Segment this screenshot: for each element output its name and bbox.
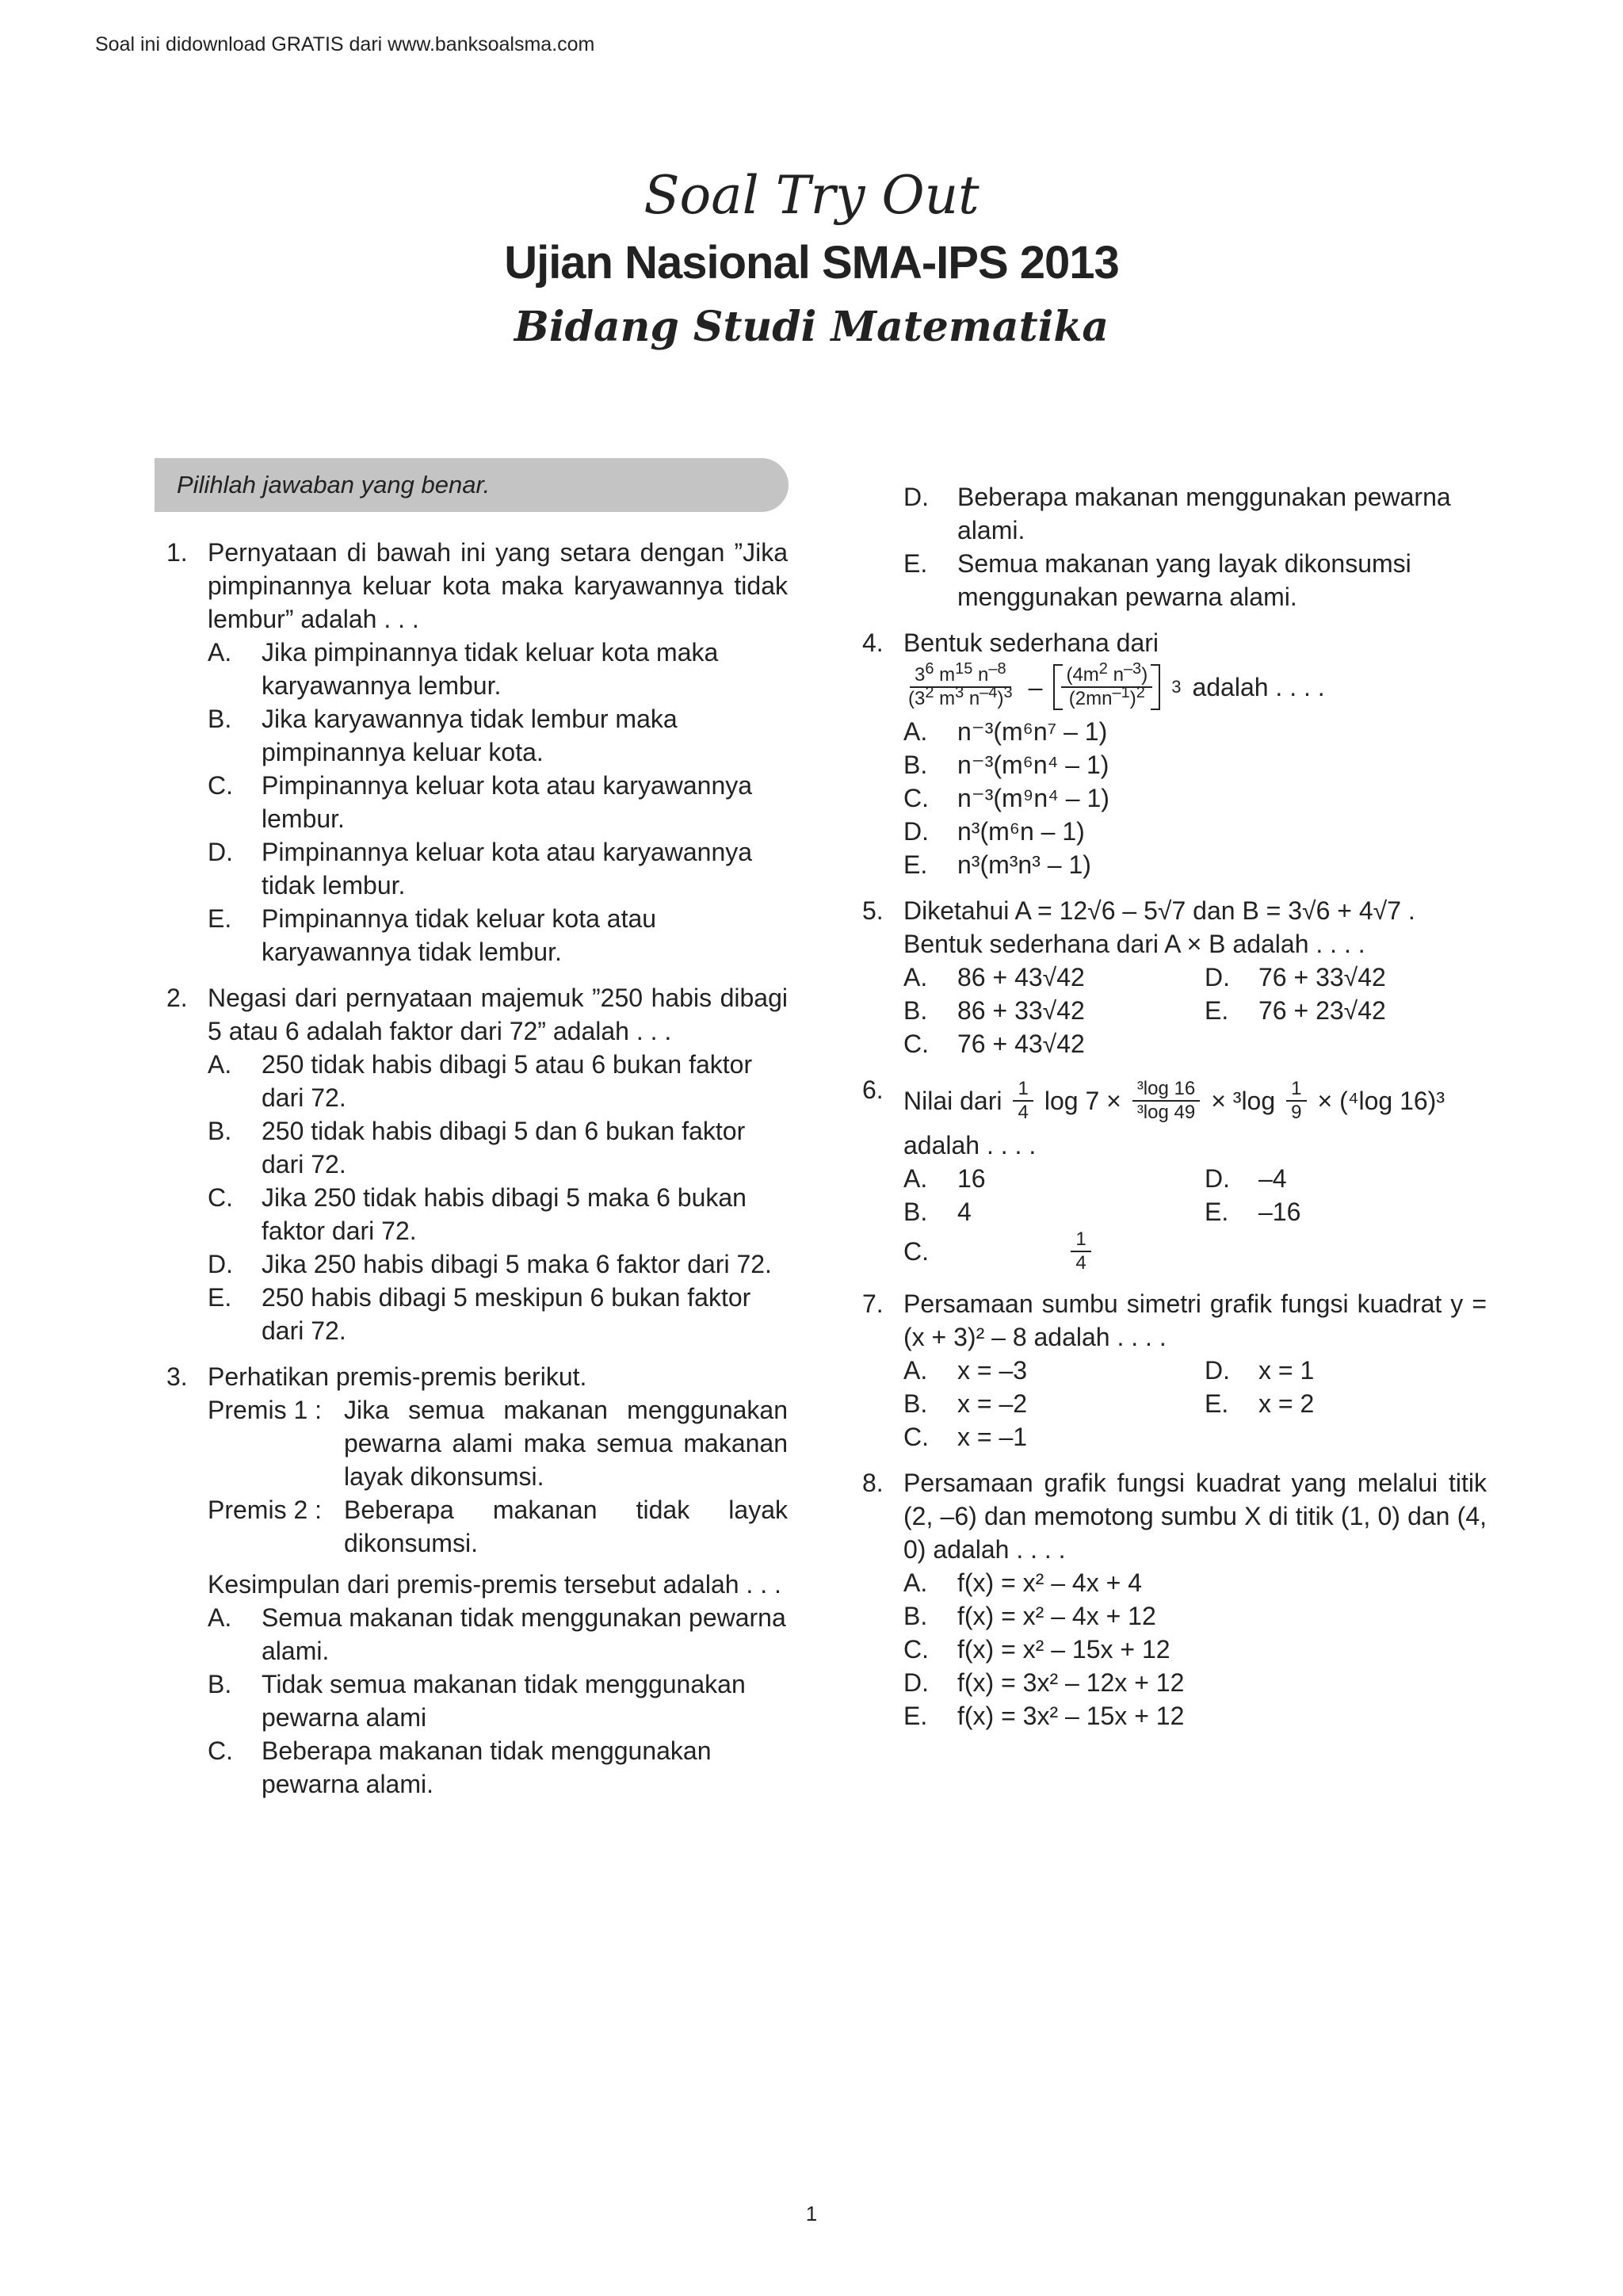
question-6 — [862, 1073, 1487, 1274]
option-e[interactable]: E. 76 + 23√42 — [1205, 996, 1386, 1025]
formula-expression: Nilai dari $\frac{1}{4}$ log 7 × $\frac{\text{³log 16}}{\text{³log 49}}$ × ³log $\frac{1}{9}$ × (⁴log 16)³ — [903, 1078, 1445, 1123]
question-number: 3. — [166, 1362, 188, 1391]
instruction-banner: Pilihlah jawaban yang benar. — [155, 458, 789, 512]
question-3-continued — [903, 480, 1487, 613]
option-b[interactable]: B. f(x) = x² – 4x + 12 — [903, 1602, 1156, 1630]
option-c[interactable]: C. Beberapa makanan tidak menggunakan pewarna alami. — [208, 1736, 712, 1798]
option-d[interactable]: D. f(x) = 3x² – 12x + 12 — [903, 1668, 1185, 1697]
question-text: Persamaan sumbu simetri grafik fungsi kuadrat y = (x + 3)² – 8 adalah . . . . — [903, 1289, 1487, 1351]
premise-1: Premis 1 : Jika semua makanan menggunakan pewarna alami maka semua makanan layak dikonsumsi. — [208, 1396, 788, 1491]
question-number: 8. — [862, 1469, 884, 1497]
option-c[interactable]: C. Jika 250 tidak habis dibagi 5 maka 6 bukan faktor dari 72. — [208, 1183, 747, 1245]
option-b[interactable]: B. 250 tidak habis dibagi 5 dan 6 bukan faktor dari 72. — [208, 1117, 746, 1179]
bracket-expression: $\frac{(4m^2 n^{-3})}{(2mn^{-1})^2}$ — [1053, 664, 1160, 710]
option-e[interactable]: E. f(x) = 3x² – 15x + 12 — [903, 1702, 1185, 1730]
question-7 — [862, 1287, 1487, 1454]
question-text: Bentuk sederhana dari — [903, 628, 1159, 657]
option-e[interactable]: E. Semua makanan yang layak dikonsumsi menggunakan pewarna alami. — [903, 549, 1411, 611]
source-note: Soal ini didownload GRATIS dari www.banksoalsma.com — [95, 33, 595, 55]
option-b[interactable]: B. n⁻³(m⁶n⁴ – 1) — [903, 751, 1109, 779]
fraction: $\frac{3^6 m^{15} n^{-8}}{(3^2 m^3 n^{-4})^3}$ — [908, 660, 1013, 709]
options-grid — [903, 1354, 1487, 1454]
question-text: Perhatikan premis-premis berikut. — [208, 1362, 587, 1391]
question-text: Persamaan grafik fungsi kuadrat yang melalui titik (2, –6) dan memotong sumbu X di titik (1, 0) dan (4, 0) adalah . . . . — [903, 1469, 1487, 1564]
question-8 — [862, 1466, 1487, 1733]
option-c[interactable]: C. Pimpinannya keluar kota atau karyawannya lembur. — [208, 771, 753, 833]
option-a[interactable]: A. f(x) = x² – 4x + 4 — [903, 1568, 1142, 1597]
question-3 — [166, 1360, 788, 1801]
option-a[interactable]: A. x = –3 — [903, 1356, 1028, 1385]
option-b[interactable]: B. 4 — [903, 1198, 972, 1226]
option-a[interactable]: A. n⁻³(m⁶n⁷ – 1) — [903, 717, 1108, 746]
fraction: $\frac{\text{³log 16}}{\text{³log 49}}$ — [1132, 1078, 1200, 1124]
option-d[interactable]: D. n³(m⁶n – 1) — [903, 817, 1085, 846]
question-text-2: Bentuk sederhana dari A × B adalah . . . . — [903, 930, 1365, 958]
question-text: Diketahui A = 12√6 – 5√7 dan B = 3√6 + 4√7 . — [903, 896, 1415, 925]
option-d[interactable]: D. –4 — [1205, 1164, 1287, 1193]
option-b[interactable]: B. x = –2 — [903, 1389, 1028, 1418]
question-number: 6. — [862, 1075, 884, 1104]
option-d[interactable]: D. Beberapa makanan menggunakan pewarna alami. — [903, 483, 1451, 544]
title-subject: Bidang Studi Matematika — [514, 303, 1109, 351]
option-a[interactable]: A. 250 tidak habis dibagi 5 atau 6 bukan faktor dari 72. — [208, 1050, 753, 1112]
question-1 — [166, 536, 788, 968]
option-d[interactable]: D. Jika 250 habis dibagi 5 maka 6 faktor dari 72. — [208, 1250, 772, 1278]
option-a[interactable]: A. Jika pimpinannya tidak keluar kota maka karyawannya lembur. — [208, 638, 719, 700]
fraction: $\frac{1}{4}$ — [1013, 1078, 1033, 1124]
question-number: 4. — [862, 628, 884, 657]
left-column — [166, 536, 788, 1813]
options-grid — [903, 1162, 1487, 1274]
option-d[interactable]: D. 76 + 33√42 — [1205, 963, 1386, 991]
option-b[interactable]: B. Tidak semua makanan tidak menggunakan pewarna alami — [208, 1670, 746, 1732]
title-exam: Ujian Nasional SMA-IPS 2013 — [504, 237, 1119, 288]
question-number: 2. — [166, 984, 188, 1012]
options-grid — [903, 961, 1487, 1060]
option-d[interactable]: D. Pimpinannya keluar kota atau karyawannya tidak lembur. — [208, 838, 753, 900]
option-b[interactable]: B. Jika karyawannya tidak lembur maka pimpinannya keluar kota. — [208, 705, 678, 766]
option-c[interactable]: C. n⁻³(m⁹n⁴ – 1) — [903, 784, 1109, 812]
question-number: 5. — [862, 896, 884, 925]
question-5 — [862, 894, 1487, 1060]
option-a[interactable]: A. 86 + 43√42 — [903, 963, 1085, 991]
formula-expression: $\frac{3^6 m^{15} n^{-8}}{(3^2 m^3 n^{-4})^3}$ – $\frac{(4m^2 n^{-3})}{(2mn^{-1})^2}$ 3 adalah . . . . — [903, 664, 1487, 710]
page-number: 1 — [805, 2202, 818, 2225]
question-text: Pernyataan di bawah ini yang setara dengan ”Jika pimpinannya keluar kota maka karyawannya tidak lembur” adalah . . . — [208, 538, 788, 633]
fraction: $\frac{1}{4}$ — [957, 1228, 1205, 1274]
option-e[interactable]: E. Pimpinannya tidak keluar kota atau karyawannya tidak lembur. — [208, 904, 657, 966]
right-column — [862, 480, 1487, 1745]
option-e[interactable]: E. 250 habis dibagi 5 meskipun 6 bukan faktor dari 72. — [208, 1283, 751, 1345]
option-e[interactable]: E. –16 — [1205, 1198, 1301, 1226]
option-e[interactable]: E. x = 2 — [1205, 1389, 1315, 1418]
option-b[interactable]: B. 86 + 33√42 — [903, 996, 1085, 1025]
question-2 — [166, 981, 788, 1347]
question-tail: adalah . . . . — [903, 1131, 1037, 1159]
option-d[interactable]: D. x = 1 — [1205, 1356, 1315, 1385]
option-c[interactable]: C. f(x) = x² – 15x + 12 — [903, 1635, 1170, 1664]
question-number: 7. — [862, 1289, 884, 1318]
question-number: 1. — [166, 538, 188, 567]
question-text: Negasi dari pernyataan majemuk ”250 habis dibagi 5 atau 6 adalah faktor dari 72” adalah . . . — [208, 984, 788, 1045]
question-ask: Kesimpulan dari premis-premis tersebut adalah . . . — [208, 1570, 781, 1599]
option-c[interactable]: C. $\frac{1}{4}$ — [903, 1228, 1205, 1274]
option-a[interactable]: A. 16 — [903, 1164, 986, 1193]
option-a[interactable]: A. Semua makanan tidak menggunakan pewarna alami. — [208, 1603, 786, 1665]
question-tail: adalah . . . . — [1192, 673, 1325, 701]
option-c[interactable]: C. x = –1 — [903, 1423, 1028, 1451]
fraction: $\frac{1}{9}$ — [1286, 1078, 1306, 1124]
premise-2: Premis 2 : Beberapa makanan tidak layak dikonsumsi. — [208, 1496, 788, 1557]
title-try-out: Soal Try Out — [643, 165, 980, 226]
option-c[interactable]: C. 76 + 43√42 — [903, 1030, 1085, 1058]
question-4 — [862, 626, 1487, 881]
option-e[interactable]: E. n³(m³n³ – 1) — [903, 850, 1091, 879]
